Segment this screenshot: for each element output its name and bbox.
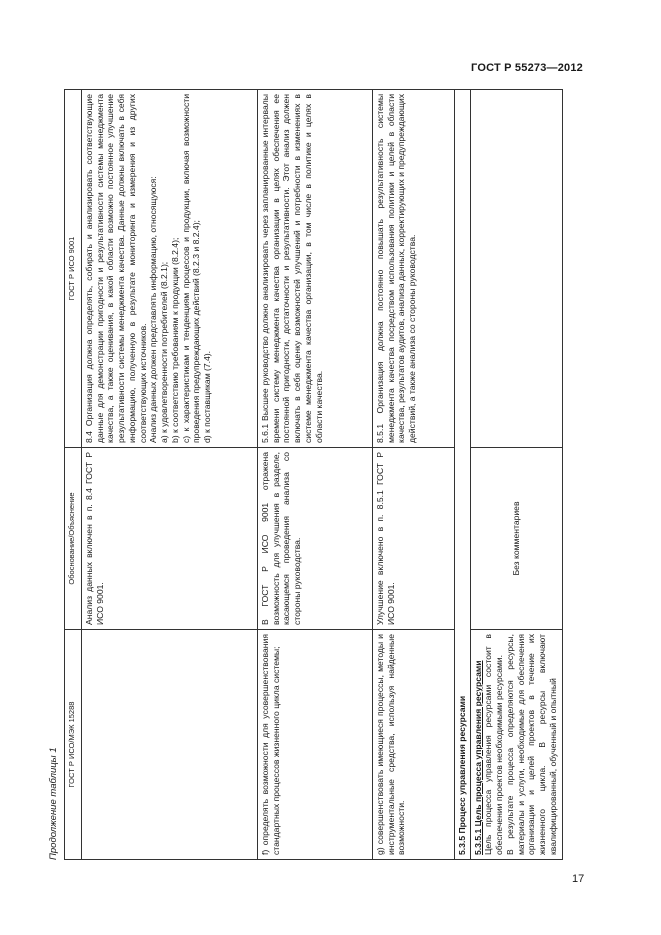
paragraph: Цель процесса управления ресурсами состоит в обеспечении проектов необходимыми ресурсами. [483,634,505,855]
cell-15288 [470,630,562,860]
cell-9001: 8.5.1 Организация должна постоянно повышать результативность системы менеджмента качества посредством использования политики и целей в области качества, результатов аудитов, анализа данных, корректирующих и предупреждающих действий, а также анализа со стороны руководства. [373,90,455,448]
cell-15288: f) определять возможности для усовершенствования стандартных процессов жизненного цикла системы; [258,630,373,860]
table-row [373,90,455,860]
list-item: a) к удовлетворенности потребителей (8.2.1); [159,261,170,443]
column-header-iso15288: ГОСТ Р ИСО/МЭК 15288 [65,630,82,860]
cell-15288: g) совершенствовать имеющиеся процессы, методы и инструментальные средства, используя найденные возможности. [373,630,455,860]
page-number: 17 [572,873,585,885]
table-row [82,90,258,860]
comparison-table [64,89,563,860]
column-header-rationale: Обоснование/Объяснение [65,448,82,630]
column-header-iso9001: ГОСТ Р ИСО 9001 [65,90,82,448]
table-caption: Продолжение таблицы 1 [48,747,59,860]
cell-9001 [82,90,258,448]
subsection-title: 5.3.5.1 Цель процесса управления ресурсами [472,660,483,855]
list-item: d) к поставщикам (7.4). [202,350,213,443]
document-id: ГОСТ Р 55273—2012 [471,62,583,74]
cell-9001 [470,90,562,448]
table-row [258,90,373,860]
table-header-row [65,90,82,860]
cell-9001: 5.6.1 Высшее руководство должно анализировать через запланированные интервалы времени систему менеджмента качества организации в целях обеспечения ее постоянной пригодности, достаточности и результативности. Этот анализ должен включать в себя оценку возможностей улучшений и потребности в изменениях в системе менеджмента качества организации, в том числе в политике и целях в области качества. [258,90,373,448]
cell-rationale: Анализ данных включен в п. 8.4 ГОСТ Р ИСО 9001. [82,448,258,630]
cell-15288 [82,630,258,860]
list-item: b) к соответствию требованиям к продукции (8.2.4); [169,237,180,443]
clause-text: 8.4 Организация должна определять, собирать и анализировать соответствующие данные для демонстрации пригодности и результативности системы менеджмента качества, а также оценивания, в какой области возможно постоянное улучшение результативности системы менеджмента качества. Данные должны включать в себя информацию, полученную в результате мониторинга и измерения и из других соответствующих источников. [84,94,148,443]
list-item: c) к характеристикам и тенденциям процессов и продукции, включая возможности проведения предупреждающих действий (8.2.3 и 8.2.4); [180,94,202,443]
table-row [455,90,471,860]
cell-rationale: Улучшение включено в п. 8.5.1 ГОСТ Р ИСО 9001. [373,448,455,630]
table-row [470,90,562,860]
clause-text: Анализ данных должен представлять информацию, относящуюся: [148,176,159,443]
paragraph: В результате процесса определяются ресурсы, материалы и услуги, необходимые для обеспечения организации и целей проектов в течение их жизненного цикла. В ресурсы включают квалифицированный, обученный и опытный [504,634,558,855]
cell-rationale: В ГОСТ Р ИСО 9001 отражена возможность для улучшения в разделе, касающемся проведения анализа со стороны руководства. [258,448,373,630]
rotated-table-page [48,90,584,860]
section-heading: 5.3.5 Процесс управления ресурсами [455,90,471,860]
cell-rationale: Без комментариев [470,448,562,630]
